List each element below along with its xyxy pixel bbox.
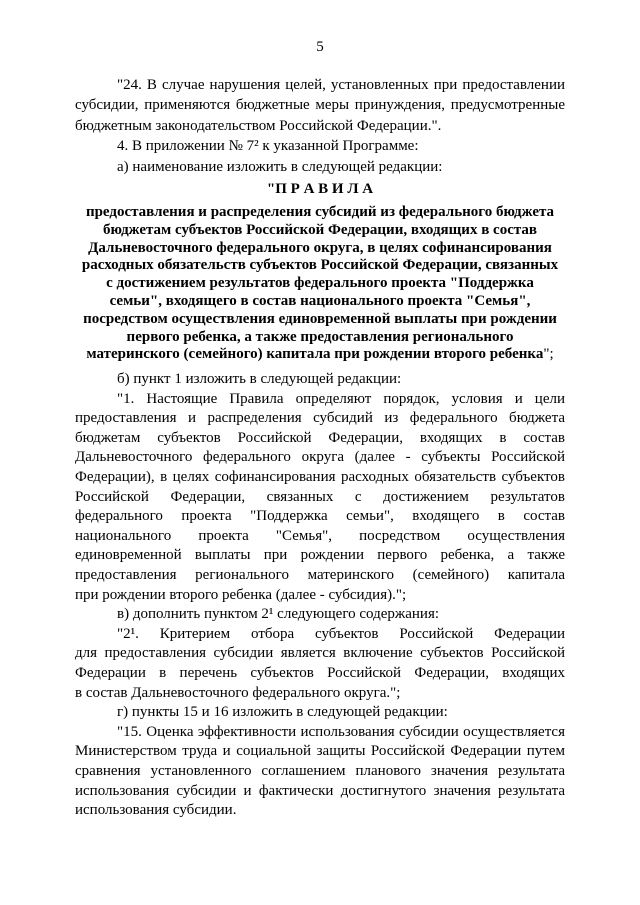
rules-title-line: первого ребенка, а также предоставления регионального <box>126 328 514 345</box>
clause-1-line: Российской Федерации, связанных с достижением результатов <box>75 488 565 505</box>
rules-title-line: расходных обязательств субъектов Российской Федерации, связанных <box>81 257 559 274</box>
rules-title-closing-quote: "; <box>543 346 554 363</box>
clause-1-line: единовременной выплаты при рождении первого ребенка, а также <box>75 547 565 564</box>
clause-1-line: "1. Настоящие Правила определяют порядок, условия и цели <box>117 390 565 407</box>
rules-title-line: с достижением результатов федерального проекта "Поддержка <box>106 275 534 292</box>
clause-24 <box>75 75 565 137</box>
clause-2-1-line: Федерации в перечень субъектов Российской Федерации, входящих <box>75 665 565 682</box>
clause-15 <box>75 723 565 821</box>
rules-title-line: предоставления и распределения субсидий из федерального бюджета <box>85 204 555 221</box>
document-body <box>75 75 565 821</box>
clause-1 <box>75 390 565 606</box>
clause-15-line: сравнения установленного соглашением планового значения результата <box>75 762 565 779</box>
subitem-a: а) наименование изложить в следующей редакции: <box>117 159 443 176</box>
subitem-v: в) дополнить пунктом 2¹ следующего содержания: <box>117 606 440 623</box>
clause-15-line: использования субсидии. <box>75 802 237 819</box>
clause-15-line: Министерством труда и социальной защиты Российской Федерации путем <box>75 743 565 760</box>
clause-24-line: "24. В случае нарушения целей, установленных при предоставлении <box>117 76 565 93</box>
clause-1-line: при рождении второго ребенка (далее - субсидия)."; <box>75 586 407 603</box>
clause-1-line: предоставления и распределения субсидий из федерального бюджета <box>75 410 565 427</box>
clause-1-line: предоставления регионального материнского (семейного) капитала <box>75 567 565 584</box>
rules-title-line: посредством осуществления единовременной выплаты при рождении <box>83 310 557 327</box>
clause-1-line: национального проекта "Семья", посредством осуществления <box>75 527 565 544</box>
clause-24-line: бюджетным законодательством Российской Федерации.". <box>75 117 442 134</box>
rules-title-last-text: материнского (семейного) капитала при рождении второго ребенка <box>86 346 544 363</box>
subitem-g: г) пункты 15 и 16 изложить в следующей редакции: <box>117 704 448 721</box>
clause-1-line: бюджетам субъектов Российской Федерации, входящих в состав <box>75 429 565 446</box>
subitem-b: б) пункт 1 изложить в следующей редакции: <box>117 371 402 388</box>
item-4: 4. В приложении № 7² к указанной Программе: <box>117 138 419 155</box>
clause-15-line: использования субсидии и фактически достигнутого значения результата <box>75 782 565 799</box>
rules-title-line: Дальневосточного федерального округа, в целях софинансирования <box>88 239 552 256</box>
clause-1-line: Федерации), в целях софинансирования расходных обязательств субъектов <box>75 469 565 486</box>
clause-1-line: Дальневосточного федерального округа (далее - субъекты Российской <box>75 449 565 466</box>
clause-2-1-line: в состав Дальневосточного федерального округа."; <box>75 684 401 701</box>
clause-2-1-line: "2¹. Критерием отбора субъектов Российской Федерации <box>117 625 565 642</box>
clause-1-line: федерального проекта "Поддержка семьи", входящего в состав <box>75 508 565 525</box>
clause-2-1-line: для предоставления субсидии является включение субъектов Российской <box>75 645 565 662</box>
rules-title <box>75 204 565 364</box>
clause-2-1 <box>75 625 565 703</box>
rules-title-line: бюджетам субъектов Российской Федерации, входящих в состав <box>102 221 538 238</box>
rules-title-line <box>75 346 565 364</box>
clause-24-line: субсидии, применяются бюджетные меры принуждения, предусмотренные <box>75 97 565 114</box>
page-number: 5 <box>316 39 324 55</box>
clause-15-line: "15. Оценка эффективности использования субсидии осуществляется <box>117 723 565 740</box>
rules-heading: "П Р А В И Л А <box>266 180 374 197</box>
rules-title-line: семьи", входящего в состав национального проекта "Семья", <box>109 293 531 310</box>
